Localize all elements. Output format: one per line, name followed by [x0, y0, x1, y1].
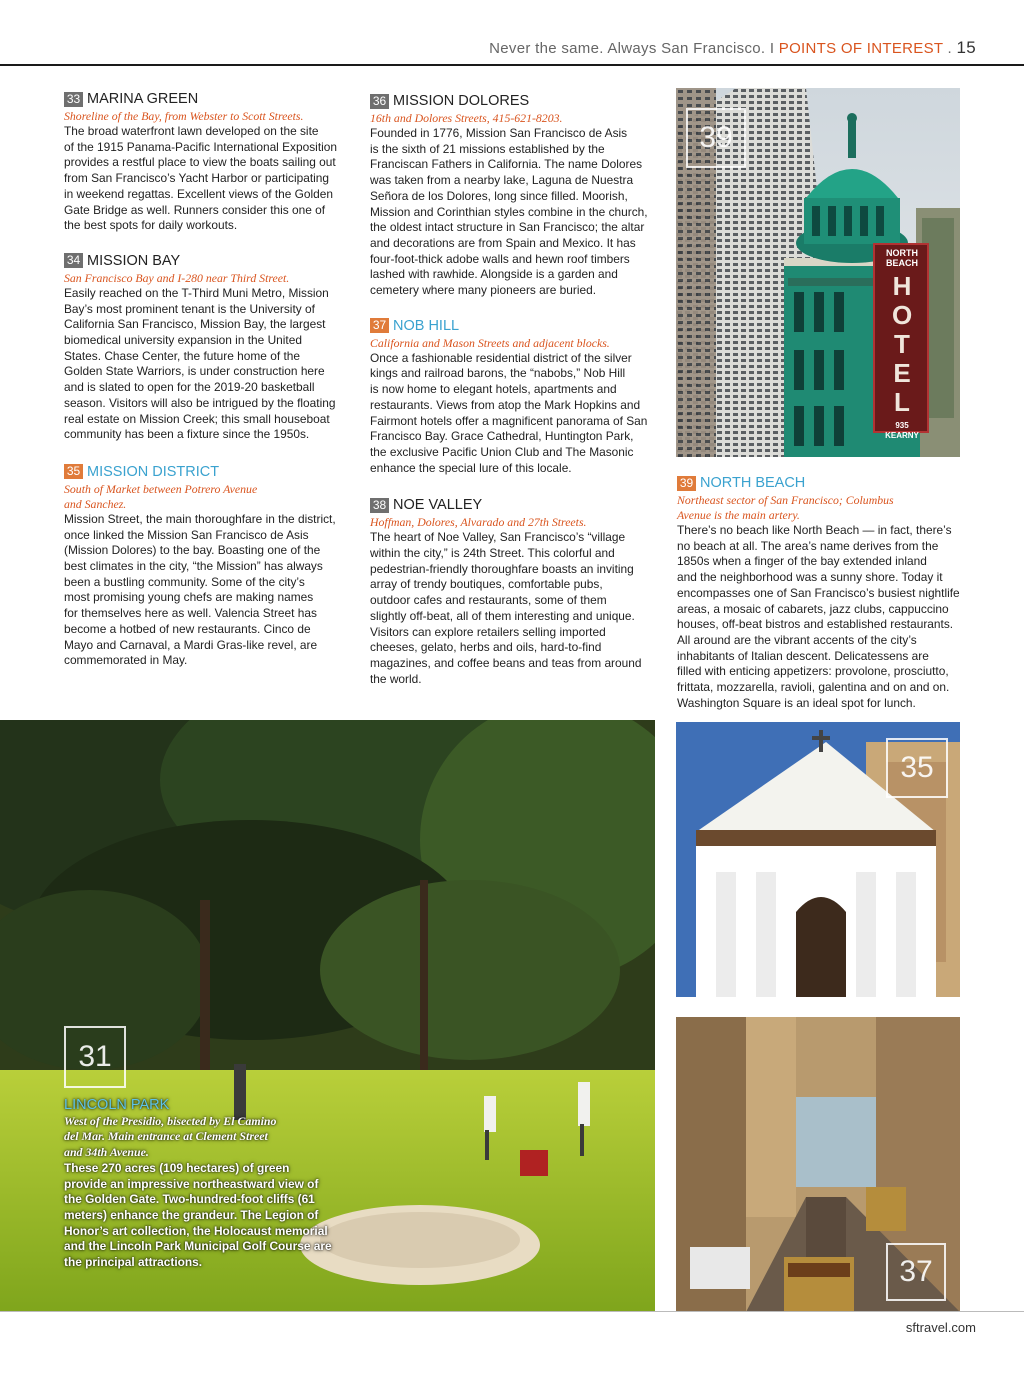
text-line: Northeast sector of San Francisco; Columbus [677, 493, 894, 507]
text-line: 1850s when a finger of the bay extended inland [677, 554, 927, 569]
entry-34-heading [64, 252, 354, 270]
entry-35 [64, 463, 354, 669]
text-line: All around are the vibrant accents of the city’s [677, 632, 917, 647]
text-line: Mission Street, the main thoroughfare in the district, [64, 511, 336, 526]
text-line: been a bustling community. Some of the city’s [64, 574, 305, 589]
text-line: Francisco Bay. Grace Cathedral, Huntington Park, [370, 429, 634, 444]
text-line: houses, off-beat bistros and established restaurants. [677, 617, 954, 632]
text-line: the oldest intact structure in San Francisco; the altar [370, 220, 645, 235]
entry-location: Shoreline of the Bay, from Webster to Scott Streets. [64, 109, 304, 123]
text-line: These 270 acres (109 hectares) of green [64, 1160, 290, 1175]
text-line: States. Chase Center, the future home of the [64, 348, 300, 363]
entry-description [370, 351, 662, 477]
text-line: and the neighborhood was a sunny shore. Today it [677, 570, 943, 585]
text-line: Easily reached on the T-Third Muni Metro, Mission [64, 285, 329, 300]
text-line: Mayo and Carnaval, a Mardi Gras-like revel, are [64, 637, 318, 652]
text-line: cheeses, gelato, herbs and oils, hard-to-find [370, 640, 602, 655]
entry-title: MISSION BAY [87, 252, 181, 269]
column-right [677, 474, 969, 711]
text-line: four-foot-thick adobe walls and hewn roof timbers [370, 251, 630, 266]
text-line: (Mission Dolores) to the bay. Boasting one of the [64, 543, 321, 558]
text-line: biomedical university expansion in the United [64, 333, 302, 348]
entry-number: 37 [370, 318, 389, 333]
entry-number: 33 [64, 92, 83, 107]
text-line: of the 1915 Panama-Pacific International Exposition [64, 139, 337, 154]
text-line: within the city,” is 24th Street. This colorful and [370, 546, 615, 561]
entry-36 [370, 92, 662, 299]
entry-location: California and Mason Streets and adjacent blocks. [370, 335, 610, 350]
text-line: commemorated in May. [64, 653, 188, 668]
hotel-sign [876, 248, 928, 441]
hotel-sign-letters: HOTEL [892, 271, 913, 417]
text-line: no beach at all. The area’s name derives from the [677, 538, 939, 553]
text-line: season. Visitors will also be intrigued by the floating [64, 395, 336, 410]
text-line: The heart of Noe Valley, San Francisco’s “village [370, 530, 626, 545]
entry-title: NOE VALLEY [393, 497, 483, 514]
text-line: the exclusive Pacific Union Club and The Masonic [370, 444, 634, 459]
text-line: South of Market between Potrero Avenue [64, 481, 258, 496]
entry-38-heading [370, 496, 662, 514]
photo-badge: 35 [886, 738, 948, 798]
text-line: was taken from a nearby lake, Laguna de Nuestra [370, 173, 634, 188]
text-line: Washington Square is an ideal spot for lunch. [677, 695, 916, 710]
text-line: encompasses one of San Francisco’s busiest nightlife [677, 585, 960, 600]
entry-number: 39 [677, 476, 696, 491]
text-line: areas, a mosaic of cabarets, jazz clubs, cappuccino [677, 601, 949, 616]
entry-description [370, 126, 662, 299]
entry-number: 34 [64, 253, 83, 268]
mission-dolores-photo [676, 722, 960, 997]
text-line: California San Francisco, Mission Bay, the largest [64, 317, 326, 332]
entry-description [64, 286, 354, 443]
entry-title: MARINA GREEN [87, 91, 199, 107]
entry-location [64, 482, 354, 512]
entry-39-heading [677, 474, 969, 492]
footer-site[interactable]: sftravel.com [905, 1320, 976, 1335]
text-line: for themselves here as well. Valencia Street has [64, 606, 317, 621]
text-line: Visitors can explore retailers selling imported [370, 624, 606, 639]
text-line: become a hotbed of new restaurants. Cinco de [64, 621, 311, 636]
header-text [489, 38, 976, 58]
text-line: Golden State Warriors, is under construction here [64, 364, 325, 379]
entry-location: Hoffman, Dolores, Alvarado and 27th Streets. [370, 515, 587, 530]
text-line: meters) enhance the grandeur. The Legion of [64, 1207, 319, 1222]
photo-badge: 39 [686, 108, 746, 168]
text-line: slightly off-beat, all of them interesting and unique. [370, 608, 635, 623]
text-line: pedestrian-friendly thoroughfare boasts an inviting [370, 561, 634, 576]
text-line: frittata, mozzarella, ravioli, galentina and on and on. [677, 680, 950, 695]
entry-38 [370, 496, 662, 687]
text-line: Fairmont hotels offer a magnificent panorama of San [370, 413, 648, 428]
header-dot: . [947, 40, 953, 57]
entry-description [64, 512, 354, 669]
text-line: and Sanchez. [64, 496, 127, 511]
text-line: filled with enticing appetizers: provolone, prosciutto, [677, 664, 949, 679]
header-tagline: Never the same. Always San Francisco. [489, 40, 766, 57]
entry-location: San Francisco Bay and I-280 near Third Street. [64, 270, 290, 285]
entry-description [64, 1161, 344, 1271]
text-line: in weekend regattas. Excellent views of the Golden [64, 186, 334, 201]
entry-title: MISSION DOLORES [393, 93, 530, 109]
text-line: enhance the special lure of this locale. [370, 460, 572, 475]
text-line: restaurants. Views from atop the Mark Hopkins and [370, 397, 641, 412]
text-line: kings and railroad barons, the “nabobs,” Nob Hill [370, 366, 626, 381]
hotel-sign-bottom: 935 KEARNY [885, 421, 919, 440]
column-left [64, 90, 354, 669]
page-number: 15 [956, 38, 976, 57]
entry-number: 36 [370, 94, 389, 109]
text-line: community has been a fixture since the 1950s. [64, 427, 310, 442]
text-line: the principal attractions. [64, 1255, 203, 1270]
footer-rule [0, 1311, 1024, 1312]
entry-description [370, 530, 662, 687]
entry-location [64, 1114, 344, 1161]
text-line: Señora de los Dolores, long since filled. Moorish, [370, 188, 628, 203]
header-section: POINTS OF INTEREST [778, 40, 944, 57]
text-line: Once a fashionable residential district of the silver [370, 350, 632, 365]
entry-39 [677, 474, 969, 711]
entry-33 [64, 90, 354, 234]
text-line: the Golden Gate. Two-hundred-foot cliffs (61 [64, 1192, 315, 1207]
photo-badge: 37 [886, 1243, 946, 1301]
text-line: Gate Bridge as well. Runners consider this one of [64, 202, 326, 217]
text-line: the world. [370, 671, 422, 686]
text-line: Franciscan Fathers in California. The name Dolores [370, 157, 643, 172]
entry-title: MISSION DISTRICT [87, 463, 220, 480]
photo-badge: 31 [64, 1026, 126, 1088]
text-line: the best spots for daily workouts. [64, 218, 238, 233]
text-line: Avenue is the main artery. [677, 508, 800, 522]
entry-36-heading [370, 92, 662, 110]
nob-hill-photo [676, 1017, 960, 1312]
text-line: West of the Presidio, bisected by El Camino [64, 1113, 277, 1128]
header-separator: I [769, 40, 775, 57]
text-line: The broad waterfront lawn developed on the site [64, 124, 319, 138]
column-middle [370, 92, 662, 687]
text-line: Honor’s art collection, the Holocaust memorial [64, 1223, 328, 1238]
text-line: Mission and Corinthian styles combine in the church, [370, 204, 648, 219]
text-line: Bay’s most prominent tenant is the University of [64, 301, 315, 316]
text-line: once linked the Mission San Francisco de Asis [64, 527, 309, 542]
page-header [0, 0, 1024, 66]
text-line: provide an impressive northeastward view of [64, 1176, 319, 1191]
hotel-sign-top: NORTH BEACH [885, 248, 918, 268]
text-line: cemetery where many pioneers are buried. [370, 283, 597, 298]
entry-title: NOB HILL [393, 317, 460, 334]
entry-title: NORTH BEACH [700, 475, 806, 491]
entry-33-heading [64, 90, 354, 108]
text-line: and decorations are from Spain and Mexico. It has [370, 235, 636, 250]
entry-37-heading [370, 317, 662, 335]
text-line: There’s no beach like North Beach — in fact, there’s [677, 523, 952, 537]
text-line: array of trendy boutiques, comfortable pubs, [370, 577, 603, 592]
entry-location [677, 493, 969, 523]
text-line: outdoor cafes and restaurants, some of them [370, 593, 607, 608]
text-line: and is slated to open for the 2019-20 basketball [64, 380, 315, 395]
text-line: real estate on Mission Creek; this small houseboat [64, 411, 330, 426]
text-line: inhabitants of Italian descent. Delicatessens are [677, 648, 929, 663]
entry-number: 38 [370, 498, 389, 513]
entry-34 [64, 252, 354, 443]
text-line: is now home to elegant hotels, apartments and [370, 382, 617, 397]
entry-title: LINCOLN PARK [64, 1097, 170, 1113]
text-line: lashed with rawhide. Alongside is a garden and [370, 267, 618, 282]
north-beach-photo [676, 88, 960, 457]
text-line: magazines, and coffee beans and teas from around [370, 655, 642, 670]
entry-37 [370, 317, 662, 477]
entry-number: 35 [64, 464, 83, 479]
text-line: del Mar. Main entrance at Clement Street [64, 1129, 268, 1144]
entry-description [64, 124, 354, 234]
entry-35-heading [64, 463, 354, 481]
text-line: Founded in 1776, Mission San Francisco de Asis [370, 126, 628, 140]
text-line: provides a restful place to view the boats sailing out [64, 155, 336, 170]
entry-31 [64, 1098, 344, 1271]
text-line: and the Lincoln Park Municipal Golf Course are [64, 1239, 332, 1254]
text-line: is the sixth of 21 missions established by the [370, 141, 605, 156]
entry-location: 16th and Dolores Streets, 415-621-8203. [370, 111, 563, 125]
text-line: best climates in the city, “the Mission” has always [64, 559, 323, 574]
text-line: most promising young chefs are making names [64, 590, 314, 605]
entry-description [677, 523, 969, 711]
text-line: and 34th Avenue. [64, 1145, 149, 1160]
header-rule [0, 64, 1024, 66]
text-line: from San Francisco’s Yacht Harbor or participating [64, 171, 330, 186]
